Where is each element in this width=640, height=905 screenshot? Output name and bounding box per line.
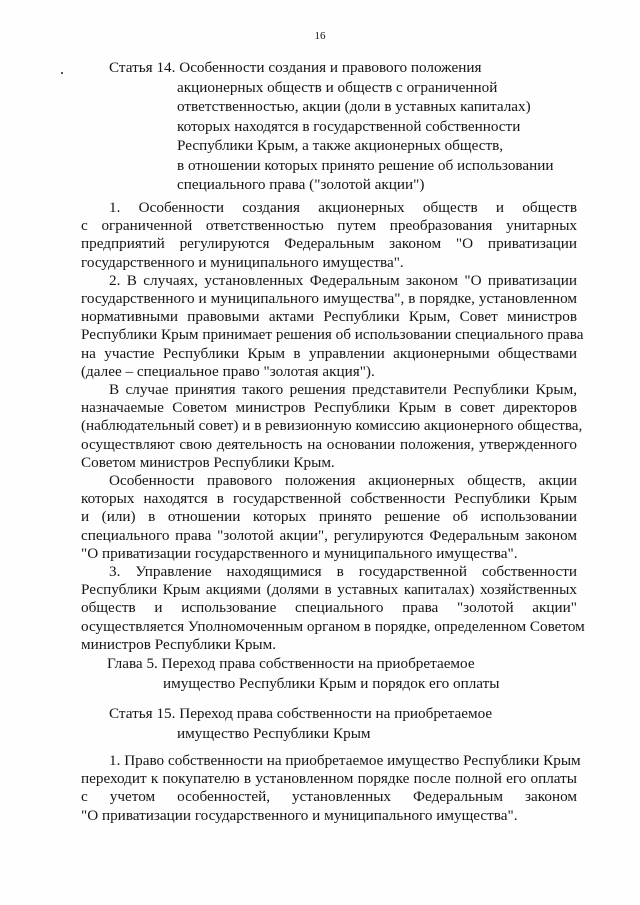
heading-line: которых находятся в государственной собственности: [177, 117, 521, 135]
text-line: (далее – специальное право "золотая акция").: [81, 362, 375, 380]
text-line: на участие Республики Крым в управлении акционерными обществами: [81, 344, 577, 362]
text-line: 3. Управление находящимися в государственной собственности: [109, 563, 577, 581]
heading-line: имущество Республики Крым и порядок его оплаты: [163, 674, 500, 692]
page-number: 16: [314, 30, 326, 42]
text-line: нормативными правовыми актами Республики Крым, Совет министров: [81, 308, 577, 326]
heading-line: имущество Республики Крым: [177, 724, 371, 742]
text-line: с ограниченной ответственностью путем преобразования унитарных: [81, 217, 577, 235]
heading-line: специального права ("золотой акции"): [177, 176, 425, 193]
paragraph: [81, 271, 584, 381]
scan-mark: [61, 72, 63, 74]
text-line: осуществляется Уполномоченным органом в порядке, определенном Советом: [81, 617, 585, 635]
text-line: "О приватизации государственного и муниципального имущества".: [81, 544, 518, 562]
text-line: Особенности правового положения акционерных обществ, акции: [109, 472, 577, 490]
paragraph: [81, 563, 585, 654]
text-line: Республики Крым акциями (долями в уставных капиталах) хозяйственных: [81, 581, 577, 599]
text-line: назначаемые Советом министров Республики Крым в совет директоров: [81, 399, 577, 417]
heading-line: акционерных обществ и обществ с ограниченной: [177, 78, 498, 96]
text-line: обществ и использование специального права "золотой акции": [81, 599, 577, 617]
text-line: с учетом особенностей, установленных Федеральным законом: [81, 788, 577, 806]
paragraph: [81, 199, 577, 272]
text-line: 2. В случаях, установленных Федеральным законом "О приватизации: [109, 271, 577, 289]
text-line: "О приватизации государственного и муниципального имущества".: [81, 806, 518, 824]
text-line: специального права "золотой акции", регулируются Федеральным законом: [81, 526, 577, 544]
heading-line: ответственностью, акции (доли в уставных капиталах): [177, 98, 531, 115]
chapter-5-heading: [107, 654, 500, 693]
article-15-body: [81, 752, 581, 825]
paragraph: [81, 472, 577, 563]
text-line: 1. Право собственности на приобретаемое имущество Республики Крым: [109, 752, 581, 769]
text-line: министров Республики Крым.: [81, 635, 277, 653]
text-line: государственного и муниципального имущества".: [81, 253, 404, 271]
text-line: государственного и муниципального имущества", в порядке, установленном: [81, 290, 577, 308]
text-line: предприятий регулируются Федеральным законом "О приватизации: [81, 235, 577, 253]
text-line: переходит к покупателю в установленном порядке после полной его оплаты: [81, 770, 577, 788]
text-line: В случае принятия такого решения представители Республики Крым,: [109, 381, 577, 399]
paragraph: [81, 752, 581, 825]
heading-line: Статья 15. Переход права собственности на приобретаемое: [109, 705, 493, 722]
paragraph: [81, 381, 583, 472]
article-14-heading: [109, 58, 554, 195]
text-line: и (или) в отношении которых принято решение об использовании: [81, 508, 577, 526]
text-line: 1. Особенности создания акционерных обществ и обществ: [109, 199, 577, 216]
text-line: Республики Крым принимает решения об использовании специального права: [81, 326, 584, 344]
text-line: (наблюдательный совет) и в ревизионную комиссию акционерного общества,: [81, 417, 583, 435]
heading-line: Статья 14. Особенности создания и правового положения: [109, 59, 482, 76]
article-14-body: [81, 199, 585, 654]
heading-line: Глава 5. Переход права собственности на приобретаемое: [107, 655, 475, 672]
text-line: Советом министров Республики Крым.: [81, 453, 335, 471]
article-15-heading: [109, 704, 492, 743]
text-line: которых находятся в государственной собственности Республики Крым: [81, 490, 577, 508]
text-line: осуществляют свою деятельность на основании положения, утвержденного: [81, 435, 577, 453]
heading-line: Республики Крым, а также акционерных обществ,: [177, 137, 504, 154]
heading-line: в отношении которых принято решение об использовании: [177, 156, 554, 174]
